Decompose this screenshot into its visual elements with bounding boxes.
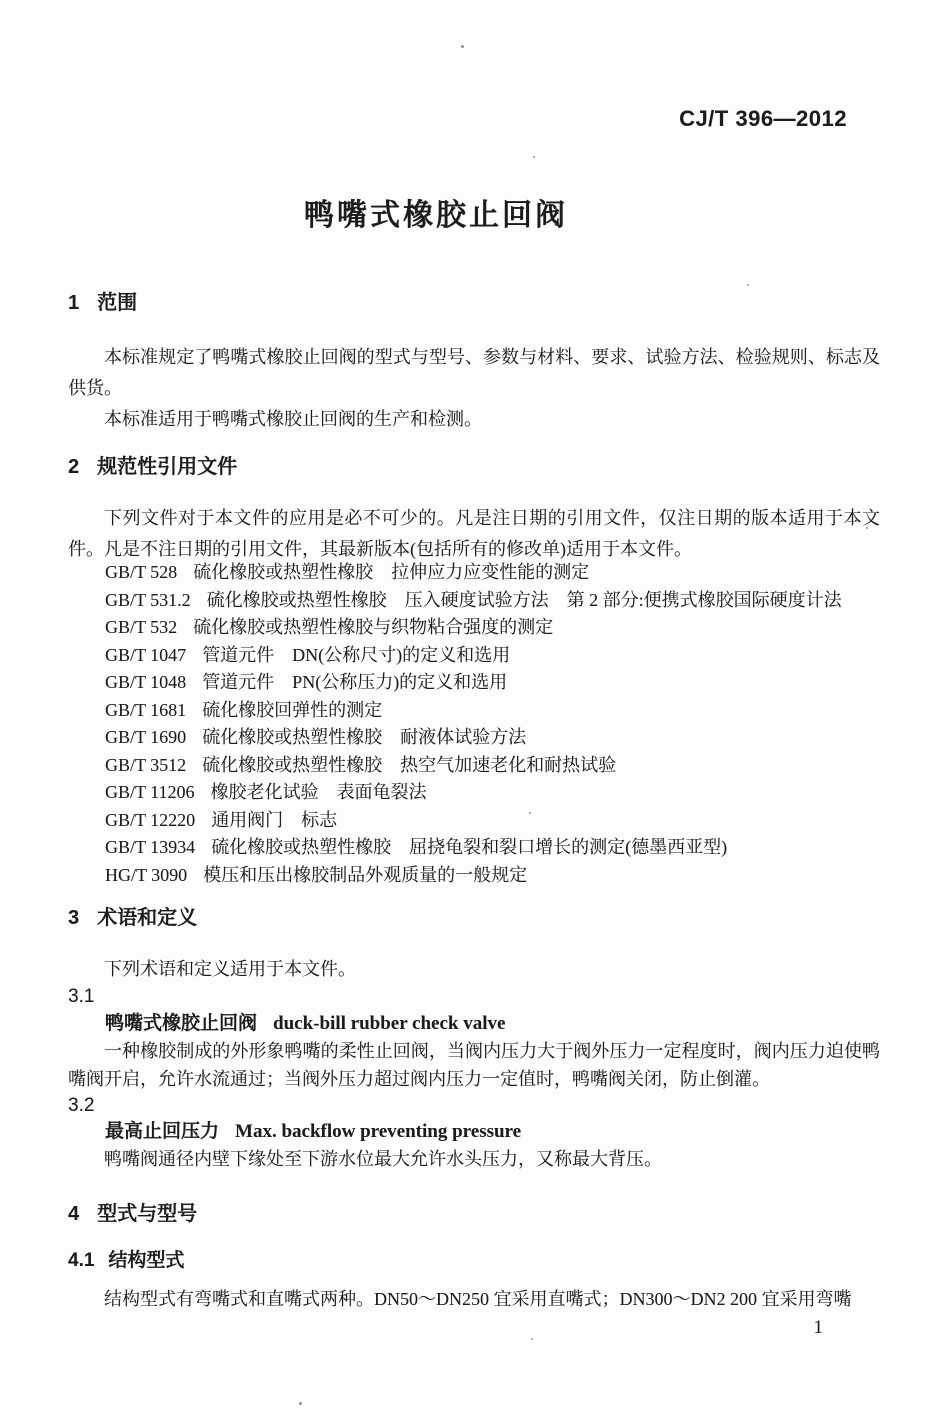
document-title: 鸭嘴式橡胶止回阀 [304, 199, 568, 232]
section-4-1-title: 结构型式 [108, 1250, 185, 1271]
section-3-number: 3 [68, 907, 80, 929]
reference-item [68, 642, 880, 670]
scan-speck [866, 527, 868, 529]
reference-item [68, 614, 880, 642]
reference-title: 硫化橡胶或热塑性橡胶 热空气加速老化和耐热试验 [202, 754, 617, 775]
reference-item [68, 697, 880, 725]
reference-title: 橡胶老化试验 表面龟裂法 [210, 782, 427, 802]
reference-code: GB/T 1681 [105, 699, 187, 720]
reference-title: 硫化橡胶或热塑性橡胶 屈挠龟裂和裂口增长的测定(德墨西亚型) [211, 837, 728, 857]
term-3-2-english: Max. backflow preventing pressure [235, 1121, 522, 1142]
term-3-1-english: duck-bill rubber check valve [273, 1013, 506, 1034]
reference-code: GB/T 528 [105, 562, 178, 582]
reference-code: GB/T 531.2 [105, 589, 191, 610]
section-4-number: 4 [68, 1203, 80, 1225]
terms-intro: 下列术语和定义适用于本文件。 [104, 959, 356, 979]
section-3-heading [68, 903, 880, 933]
scan-speck [533, 156, 535, 158]
term-3-1-chinese: 鸭嘴式橡胶止回阀 [105, 1013, 258, 1034]
reference-title: 模压和压出橡胶制品外观质量的一般规定 [203, 864, 528, 885]
section-2-number: 2 [68, 456, 80, 478]
term-3-1-definition: 一种橡胶制成的外形象鸭嘴的柔性止回阀，当阀内压力大于阀外压力一定程度时，阀内压力迫使鸭嘴阀开启，允许水流通过；当阀外压力超过阀内压力一定值时，鸭嘴阀关闭，防止倒灌。 [68, 1041, 880, 1089]
section-1-heading [68, 288, 880, 318]
reference-item [68, 559, 880, 587]
reference-item [68, 669, 880, 697]
section-3-title: 术语和定义 [97, 907, 198, 929]
scan-speck [747, 284, 749, 286]
reference-title: 硫化橡胶或热塑性橡胶 拉伸应力应变性能的测定 [193, 562, 590, 582]
section-1-number: 1 [68, 292, 80, 314]
reference-code: GB/T 3512 [105, 754, 187, 775]
page-number: 1 [813, 1317, 823, 1338]
term-3-2-definition: 鸭嘴阀通径内壁下缘处至下游水位最大允许水头压力，又称最大背压。 [104, 1149, 662, 1169]
reference-title: 硫化橡胶回弹性的测定 [202, 699, 383, 720]
reference-title: 管道元件 PN(公称压力)的定义和选用 [202, 672, 508, 692]
reference-code: GB/T 1047 [105, 644, 187, 665]
reference-code: HG/T 3090 [105, 864, 188, 885]
reference-code: GB/T 1048 [105, 672, 187, 692]
section-4-heading [68, 1199, 880, 1229]
term-3-2 [68, 1119, 880, 1145]
structure-type-paragraph: 结构型式有弯嘴式和直嘴式两种。DN50～DN250 宜采用直嘴式；DN300～DN2 200 宜采用弯嘴 [104, 1289, 852, 1309]
reference-item [68, 587, 880, 615]
references-list [68, 559, 880, 889]
term-3-2-chinese: 最高止回压力 [105, 1121, 220, 1142]
reference-code: GB/T 1690 [105, 727, 187, 747]
scan-speck [461, 45, 464, 48]
reference-title: 硫化橡胶或热塑性橡胶 压入硬度试验方法 第 2 部分:便携式橡胶国际硬度计法 [206, 589, 842, 610]
reference-code: GB/T 11206 [105, 782, 195, 802]
term-3-1 [68, 1010, 880, 1037]
scan-speck [529, 812, 531, 814]
section-2-title: 规范性引用文件 [97, 456, 238, 478]
reference-item [68, 834, 880, 862]
standard-number: CJ/T 396—2012 [679, 106, 847, 131]
clause-3-2-number: 3.2 [68, 1095, 95, 1116]
reference-item [68, 752, 880, 780]
section-4-1-heading [68, 1247, 880, 1275]
section-4-title: 型式与型号 [97, 1203, 198, 1225]
reference-code: GB/T 12220 [105, 809, 196, 830]
scope-paragraph-2: 本标准适用于鸭嘴式橡胶止回阀的生产和检测。 [104, 409, 482, 429]
reference-code: GB/T 13934 [105, 837, 196, 857]
scan-speck [837, 595, 839, 597]
reference-item [68, 724, 880, 752]
reference-title: 硫化橡胶或热塑性橡胶与织物粘合强度的测定 [193, 617, 554, 637]
references-intro: 下列文件对于本文件的应用是必不可少的。凡是注日期的引用文件，仅注日期的版本适用于本文件。凡是不注日期的引用文件，其最新版本(包括所有的修改单)适用于本文件。 [68, 508, 880, 559]
scan-speck [531, 1338, 533, 1340]
section-2-heading [68, 452, 880, 482]
reference-code: GB/T 532 [105, 617, 178, 637]
clause-3-1-number: 3.1 [68, 986, 95, 1007]
reference-title: 通用阀门 标志 [211, 809, 338, 830]
scope-paragraph-1: 本标准规定了鸭嘴式橡胶止回阀的型式与型号、参数与材料、要求、试验方法、检验规则、标志及供货。 [68, 347, 880, 398]
section-4-1-number: 4.1 [68, 1250, 95, 1271]
scan-speck [299, 1402, 302, 1405]
reference-item [68, 807, 880, 835]
reference-title: 管道元件 DN(公称尺寸)的定义和选用 [202, 644, 511, 665]
reference-title: 硫化橡胶或热塑性橡胶 耐液体试验方法 [202, 727, 527, 747]
reference-item [68, 779, 880, 807]
section-1-title: 范围 [97, 292, 138, 314]
reference-item [68, 862, 880, 890]
